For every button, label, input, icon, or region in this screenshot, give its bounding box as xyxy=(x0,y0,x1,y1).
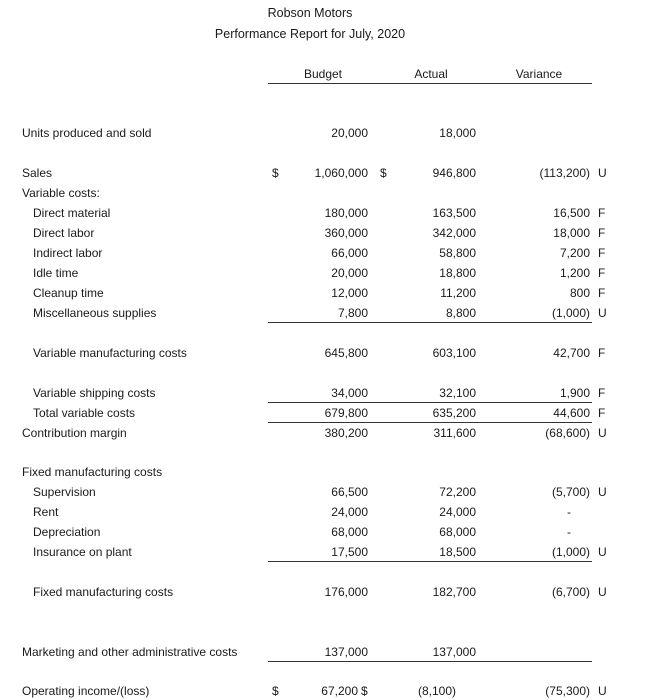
total-var-variance: 44,600 xyxy=(553,406,590,420)
misc-supplies-budget: 7,800 xyxy=(337,306,368,320)
var-shipping-actual: 32,100 xyxy=(439,386,476,400)
idle-time-flag: F xyxy=(598,266,606,280)
depreciation-actual: 68,000 xyxy=(439,525,476,539)
sales-variance: (113,200) xyxy=(539,166,590,180)
supervision-budget: 66,500 xyxy=(331,485,368,499)
row-label-fixed-mfg-total: Fixed manufacturing costs xyxy=(33,585,174,599)
depreciation-variance: - xyxy=(567,525,571,539)
subtotal-line xyxy=(268,661,592,662)
units-actual: 18,000 xyxy=(439,126,476,140)
header-budget: Budget xyxy=(303,67,343,81)
row-label-supervision: Supervision xyxy=(33,485,96,499)
fixed-mfg-total-variance: (6,700) xyxy=(551,585,590,599)
row-label-cleanup-time: Cleanup time xyxy=(33,286,104,300)
row-label-misc-supplies: Miscellaneous supplies xyxy=(33,306,157,320)
direct-labor-actual: 342,000 xyxy=(432,226,476,240)
var-mfg-variance: 42,700 xyxy=(553,346,590,360)
row-label-units: Units produced and sold xyxy=(22,126,152,140)
row-label-total-var: Total variable costs xyxy=(33,406,136,420)
contribution-flag: U xyxy=(598,426,607,440)
operating-income-variance: (75,300) xyxy=(545,684,590,698)
row-label-contribution: Contribution margin xyxy=(22,426,127,440)
contribution-actual: 311,600 xyxy=(433,426,476,440)
direct-material-budget: 180,000 xyxy=(324,206,368,220)
indirect-labor-actual: 58,800 xyxy=(439,246,476,260)
sales-budget-currency: $ xyxy=(272,166,279,180)
total-var-flag: F xyxy=(598,406,606,420)
direct-labor-flag: F xyxy=(598,226,606,240)
rent-budget: 24,000 xyxy=(331,505,368,519)
rent-actual: 24,000 xyxy=(439,505,476,519)
row-label-var-shipping: Variable shipping costs xyxy=(33,386,156,400)
sales-actual-currency: $ xyxy=(380,166,387,180)
report-subtitle: Performance Report for July, 2020 xyxy=(214,27,406,41)
direct-material-actual: 163,500 xyxy=(432,206,476,220)
row-label-variable-costs: Variable costs: xyxy=(22,186,100,200)
header-underline xyxy=(268,83,592,84)
operating-income-actual: (8,100) xyxy=(417,684,456,698)
total-var-budget: 679,800 xyxy=(324,406,368,420)
row-label-rent: Rent xyxy=(33,505,59,519)
header-variance: Variance xyxy=(515,67,563,81)
row-label-fixed-mfg-header: Fixed manufacturing costs xyxy=(22,465,163,479)
units-budget: 20,000 xyxy=(331,126,368,140)
contribution-budget: 380,200 xyxy=(324,426,368,440)
insurance-variance: (1,000) xyxy=(551,545,590,559)
operating-income-budget: 67,200 xyxy=(321,684,358,698)
subtotal-line xyxy=(268,402,592,403)
supervision-flag: U xyxy=(598,485,607,499)
row-label-direct-labor: Direct labor xyxy=(33,226,95,240)
var-mfg-actual: 603,100 xyxy=(432,346,476,360)
report-company-name: Robson Motors xyxy=(267,6,353,20)
fixed-mfg-total-actual: 182,700 xyxy=(432,585,476,599)
misc-supplies-variance: (1,000) xyxy=(551,306,590,320)
rent-variance: - xyxy=(567,505,571,519)
insurance-flag: U xyxy=(598,545,607,559)
fixed-mfg-total-budget: 176,000 xyxy=(324,585,368,599)
insurance-actual: 18,500 xyxy=(439,545,476,559)
sales-flag: U xyxy=(598,166,607,180)
contribution-variance: (68,600) xyxy=(545,426,590,440)
supervision-variance: (5,700) xyxy=(551,485,590,499)
indirect-labor-variance: 7,200 xyxy=(559,246,590,260)
indirect-labor-budget: 66,000 xyxy=(331,246,368,260)
row-label-sales: Sales xyxy=(22,166,53,180)
depreciation-budget: 68,000 xyxy=(331,525,368,539)
indirect-labor-flag: F xyxy=(598,246,606,260)
var-mfg-flag: F xyxy=(598,346,606,360)
subtotal-line xyxy=(268,422,592,423)
total-var-actual: 635,200 xyxy=(432,406,476,420)
row-label-depreciation: Depreciation xyxy=(33,525,101,539)
row-label-insurance: Insurance on plant xyxy=(33,545,132,559)
fixed-mfg-total-flag: U xyxy=(598,585,607,599)
var-shipping-flag: F xyxy=(598,386,606,400)
supervision-actual: 72,200 xyxy=(439,485,476,499)
direct-labor-variance: 18,000 xyxy=(553,226,590,240)
operating-income-actual-currency: $ xyxy=(361,684,368,698)
sales-budget: 1,060,000 xyxy=(314,166,368,180)
marketing-actual: 137,000 xyxy=(432,645,476,659)
operating-income-flag: U xyxy=(598,684,607,698)
operating-income-budget-currency: $ xyxy=(272,684,279,698)
misc-supplies-actual: 8,800 xyxy=(445,306,476,320)
direct-material-variance: 16,500 xyxy=(553,206,590,220)
cleanup-time-flag: F xyxy=(598,286,606,300)
var-mfg-budget: 645,800 xyxy=(324,346,368,360)
direct-material-flag: F xyxy=(598,206,606,220)
header-actual: Actual xyxy=(414,67,448,81)
misc-supplies-flag: U xyxy=(598,306,607,320)
row-label-operating-income: Operating income/(loss) xyxy=(22,684,150,698)
sales-actual: 946,800 xyxy=(432,166,476,180)
var-shipping-variance: 1,900 xyxy=(559,386,590,400)
row-label-direct-material: Direct material xyxy=(33,206,111,220)
cleanup-time-actual: 11,200 xyxy=(440,286,476,300)
row-label-marketing: Marketing and other administrative costs xyxy=(22,645,238,659)
insurance-budget: 17,500 xyxy=(331,545,368,559)
idle-time-variance: 1,200 xyxy=(559,266,590,280)
direct-labor-budget: 360,000 xyxy=(324,226,368,240)
subtotal-line xyxy=(268,561,592,562)
row-label-idle-time: Idle time xyxy=(33,266,79,280)
cleanup-time-variance: 800 xyxy=(569,286,590,300)
cleanup-time-budget: 12,000 xyxy=(331,286,368,300)
subtotal-line xyxy=(268,322,592,323)
marketing-budget: 137,000 xyxy=(324,645,368,659)
row-label-var-mfg: Variable manufacturing costs xyxy=(33,346,187,360)
idle-time-actual: 18,800 xyxy=(439,266,476,280)
var-shipping-budget: 34,000 xyxy=(331,386,368,400)
idle-time-budget: 20,000 xyxy=(331,266,368,280)
row-label-indirect-labor: Indirect labor xyxy=(33,246,103,260)
